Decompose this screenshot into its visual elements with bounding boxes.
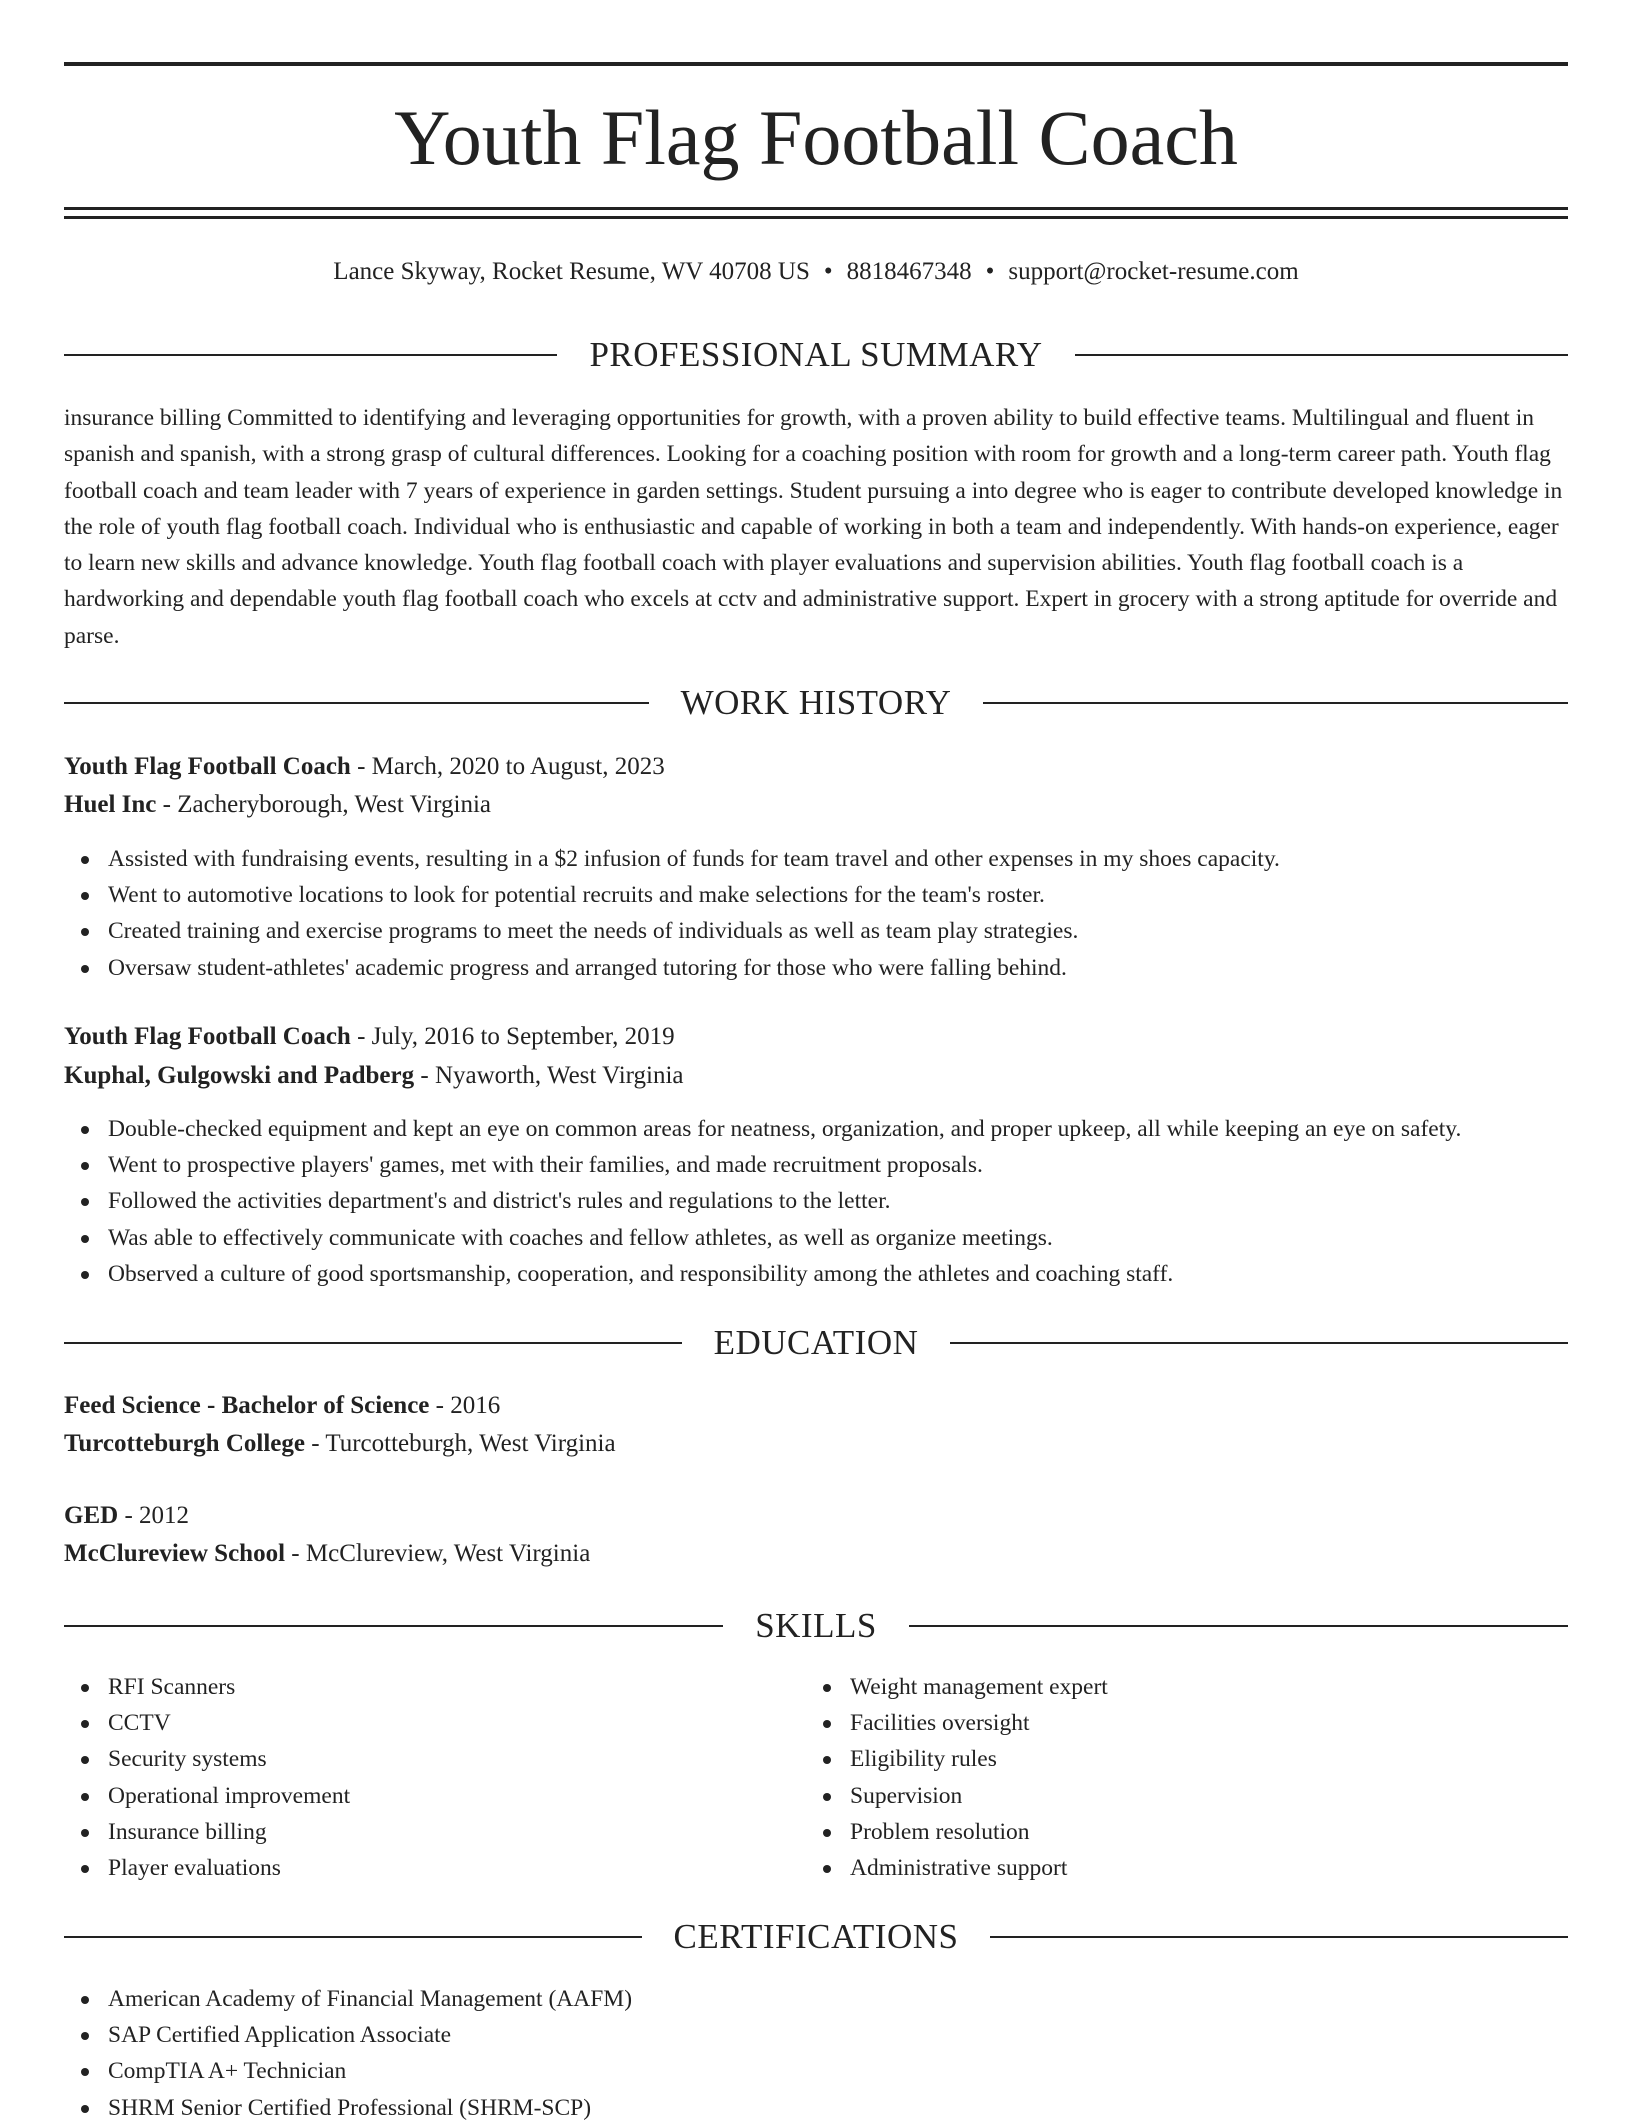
job-bullet: Assisted with fundraising events, resulting in a $2 infusion of funds for team travel and other expenses in my shoes capacity.: [64, 841, 1568, 877]
job-bullet: Went to prospective players' games, met with their families, and made recruitment proposals.: [64, 1147, 1568, 1183]
contact-email: support@rocket-resume.com: [1008, 258, 1299, 285]
education-location: - Turcotteburgh, West Virginia: [304, 1430, 616, 1457]
certifications-list: [64, 1981, 1568, 2126]
heading-rule: [64, 1625, 723, 1627]
heading-rule: [1075, 354, 1568, 356]
section-heading-certifications: [64, 1915, 1568, 1959]
job-dates: - July, 2016 to September, 2019: [350, 1023, 675, 1050]
skill-item: Administrative support: [806, 1850, 1568, 1886]
job-company-line: [64, 787, 1568, 823]
skill-item: Insurance billing: [64, 1814, 764, 1850]
section-title: CERTIFICATIONS: [673, 1917, 959, 1956]
resume-name: Youth Flag Football Coach: [394, 94, 1238, 181]
section-title: PROFESSIONAL SUMMARY: [589, 335, 1043, 374]
skill-item: Operational improvement: [64, 1778, 764, 1814]
job-company-line: [64, 1058, 1568, 1094]
heading-rule: [64, 1936, 642, 1938]
heading-rule: [983, 702, 1568, 704]
top-rule: [64, 62, 1568, 66]
skill-item: Eligibility rules: [806, 1741, 1568, 1777]
skill-item: Player evaluations: [64, 1850, 764, 1886]
job-company: Huel Inc: [64, 791, 157, 818]
job-title: Youth Flag Football Coach: [64, 753, 351, 780]
education-school-line: [64, 1536, 1568, 1572]
skill-item: Weight management expert: [806, 1669, 1568, 1705]
job-bullets: [64, 841, 1568, 986]
job-title-line: [64, 749, 1568, 785]
education-school: McClureview School: [64, 1540, 286, 1567]
education-year: - 2016: [429, 1392, 501, 1419]
job-bullet: Oversaw student-athletes' academic progress and arranged tutoring for those who were falling behind.: [64, 950, 1568, 986]
contact-phone: 8818467348: [846, 258, 972, 285]
education-degree: GED: [64, 1502, 119, 1529]
section-title: WORK HISTORY: [680, 683, 952, 722]
contact-separator: •: [823, 258, 833, 285]
job-dates: - March, 2020 to August, 2023: [350, 753, 665, 780]
certification-item: CompTIA A+ Technician: [64, 2053, 1568, 2089]
contact-address: Lance Skyway, Rocket Resume, WV 40708 US: [333, 258, 810, 285]
certification-item: American Academy of Financial Management (AAFM): [64, 1981, 1568, 2017]
skill-item: Supervision: [806, 1778, 1568, 1814]
double-rule-upper: [64, 207, 1568, 210]
job-bullet: Observed a culture of good sportsmanship, cooperation, and responsibility among the athletes and coaching staff.: [64, 1256, 1568, 1292]
job-title-line: [64, 1019, 1568, 1055]
job-bullet: Went to automotive locations to look for potential recruits and make selections for the team's roster.: [64, 877, 1568, 913]
section-heading-education: [64, 1321, 1568, 1365]
certification-item: SAP Certified Application Associate: [64, 2017, 1568, 2053]
education-school-line: [64, 1426, 1568, 1462]
contact-separator: •: [985, 258, 995, 285]
skill-item: RFI Scanners: [64, 1669, 764, 1705]
education-degree-line: [64, 1388, 1568, 1424]
heading-rule: [950, 1342, 1568, 1344]
section-title: EDUCATION: [713, 1323, 919, 1362]
heading-rule: [990, 1936, 1568, 1938]
education-degree-line: [64, 1498, 1568, 1534]
job-location: - Nyaworth, West Virginia: [414, 1062, 684, 1089]
job-company: Kuphal, Gulgowski and Padberg: [64, 1062, 415, 1089]
certification-item: SHRM Senior Certified Professional (SHRM-SCP): [64, 2090, 1568, 2126]
section-heading-work: [64, 681, 1568, 725]
heading-rule: [64, 702, 649, 704]
skill-item: Security systems: [64, 1741, 764, 1777]
skill-item: CCTV: [64, 1705, 764, 1741]
job-bullet: Created training and exercise programs to meet the needs of individuals as well as team play strategies.: [64, 913, 1568, 949]
double-rule-lower: [64, 216, 1568, 219]
skills-list-right: [806, 1669, 1568, 1886]
summary-text: insurance billing Committed to identifying and leveraging opportunities for growth, with a proven ability to build effective teams. Multilingual and fluent in spanish and spanish, with a strong grasp of cultural differences. Looking for a coaching position with room for growth and a long-term career path. Youth flag football coach and team leader with 7 years of experience in garden settings. Student pursuing a into degree who is eager to contribute developed knowledge in the role of youth flag football coach. Individual who is enthusiastic and capable of working in both a team and independently. With hands-on experience, eager to learn new skills and advance knowledge. Youth flag football coach with player evaluations and supervision abilities. Youth flag football coach is a hardworking and dependable youth flag football coach who excels at cctv and administrative support. Expert in grocery with a strong aptitude for override and parse.: [64, 405, 1563, 649]
job-bullet: Was able to effectively communicate with coaches and fellow athletes, as well as organize meetings.: [64, 1220, 1568, 1256]
section-heading-skills: [64, 1604, 1568, 1648]
education-year: - 2012: [118, 1502, 190, 1529]
skill-item: Facilities oversight: [806, 1705, 1568, 1741]
skills-list-left: [64, 1669, 764, 1886]
education-location: - McClureview, West Virginia: [285, 1540, 591, 1567]
education-degree: Feed Science - Bachelor of Science: [64, 1392, 430, 1419]
heading-rule: [64, 1342, 682, 1344]
education-school: Turcotteburgh College: [64, 1430, 305, 1457]
contact-line: [64, 254, 1568, 290]
job-bullet: Double-checked equipment and kept an eye on common areas for neatness, organization, and proper upkeep, all while keeping an eye on safety.: [64, 1111, 1568, 1147]
section-title: SKILLS: [755, 1606, 877, 1645]
heading-rule: [64, 354, 557, 356]
section-heading-summary: [64, 333, 1568, 377]
skill-item: Problem resolution: [806, 1814, 1568, 1850]
job-title: Youth Flag Football Coach: [64, 1023, 351, 1050]
job-bullet: Followed the activities department's and district's rules and regulations to the letter.: [64, 1183, 1568, 1219]
job-bullets: [64, 1111, 1568, 1292]
heading-rule: [909, 1625, 1568, 1627]
job-location: - Zacheryborough, West Virginia: [156, 791, 491, 818]
